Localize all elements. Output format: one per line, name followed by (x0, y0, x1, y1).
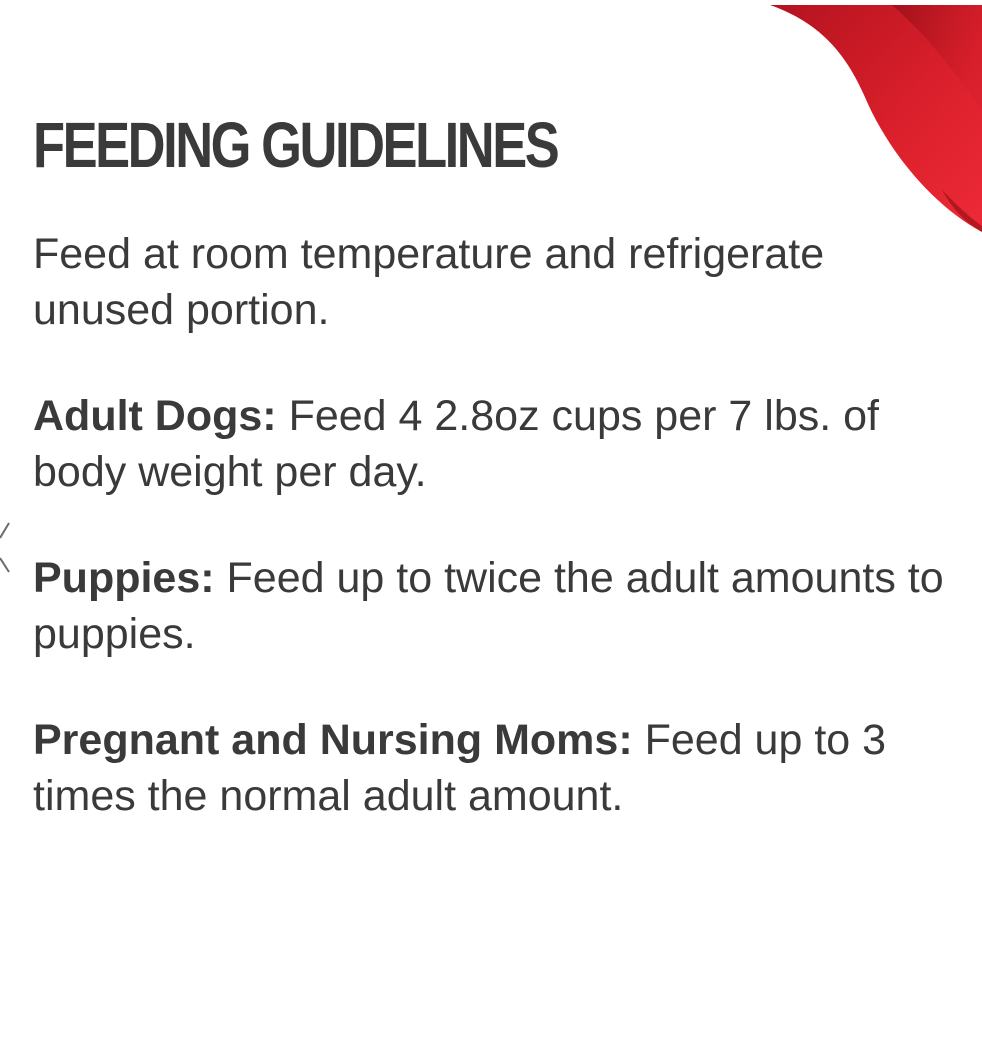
intro-text: Feed at room temperature and refrigerate unused portion. (33, 230, 825, 334)
guideline-pregnant-nursing (33, 712, 963, 824)
page-title: FEEDING GUIDELINES (33, 109, 558, 181)
chevron-left-icon[interactable] (0, 520, 14, 576)
guideline-label: Adult Dogs: (33, 392, 277, 440)
guideline-puppies (33, 550, 963, 662)
guideline-label: Puppies: (33, 554, 215, 602)
guideline-adult-dogs (33, 388, 963, 500)
guideline-text: Feed 4 2.8oz cups per 7 lbs. of body weight per day. (33, 392, 879, 496)
guideline-text: Feed up to twice the adult amounts to puppies. (33, 554, 944, 658)
guideline-label: Pregnant and Nursing Moms: (33, 716, 633, 764)
guidelines-content (33, 108, 963, 824)
guideline-text: Feed up to 3 times the normal adult amount. (33, 716, 887, 820)
